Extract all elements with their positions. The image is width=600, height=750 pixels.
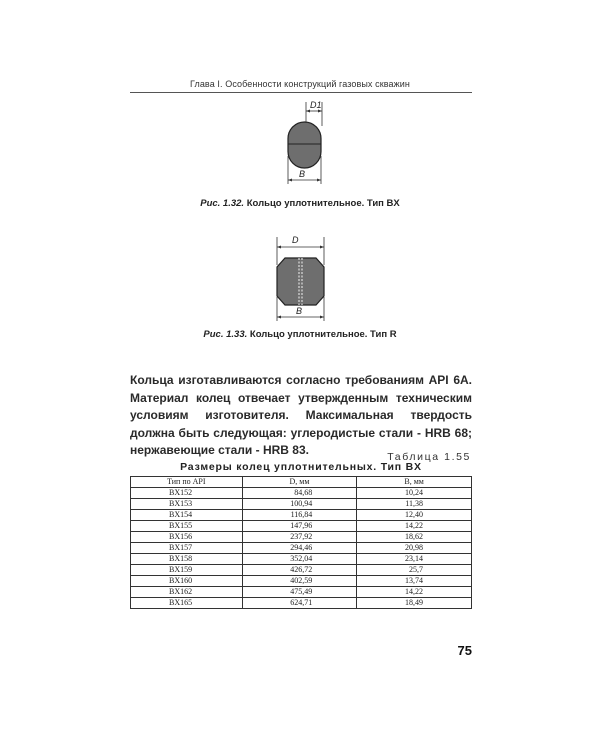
cell-d: 237,92 xyxy=(242,532,357,543)
cell-d: 84,68 xyxy=(242,488,357,499)
figure-ring-bx xyxy=(270,96,340,188)
cell-d: 426,72 xyxy=(242,565,357,576)
ring-r-section xyxy=(277,258,324,305)
figure-caption-1-33 xyxy=(130,329,470,340)
running-head: Глава I. Особенности конструкций газовых скважин xyxy=(190,79,410,89)
cell-b: 25,7 xyxy=(357,565,472,576)
table-row xyxy=(131,565,472,576)
column-header: Тип по API xyxy=(131,477,243,488)
table-row xyxy=(131,576,472,587)
label-b-2: B xyxy=(296,306,303,316)
cell-d: 100,94 xyxy=(242,499,357,510)
cell-b: 18,62 xyxy=(357,532,472,543)
cell-d: 402,59 xyxy=(242,576,357,587)
cell-type: BX156 xyxy=(131,532,243,543)
cell-d: 147,96 xyxy=(242,521,357,532)
ring-bx-section xyxy=(288,122,321,168)
page-number: 75 xyxy=(457,643,472,658)
table-row xyxy=(131,532,472,543)
label-d: D xyxy=(292,235,299,245)
cell-type: BX153 xyxy=(131,499,243,510)
cell-type: BX162 xyxy=(131,587,243,598)
ring-dimensions-table xyxy=(130,476,472,609)
cell-d: 624,71 xyxy=(242,598,357,609)
table-row xyxy=(131,598,472,609)
cell-d: 475,49 xyxy=(242,587,357,598)
label-b-1: B xyxy=(299,169,306,179)
table-row xyxy=(131,488,472,499)
cell-b: 11,38 xyxy=(357,499,472,510)
caption-text: Кольцо уплотнительное. Тип R xyxy=(249,329,397,340)
header-rule xyxy=(130,92,472,93)
cell-type: BX160 xyxy=(131,576,243,587)
table-title: Размеры колец уплотнительных. Тип BX xyxy=(180,461,422,473)
ring-bx-drawing xyxy=(270,96,340,188)
cell-type: BX157 xyxy=(131,543,243,554)
body-paragraph: Кольца изготавливаются согласно требованиям API 6A. Материал колец отвечает утвержденным техническим условиям изготовителя. Максимальная твердость должна быть следующая: углеродистые стали - HRB 68; нержавеющие стали - HRB 83. xyxy=(130,373,472,457)
column-header: D, мм xyxy=(242,477,357,488)
caption-number: Рис. 1.32. xyxy=(200,198,245,209)
cell-type: BX152 xyxy=(131,488,243,499)
caption-number: Рис. 1.33. xyxy=(203,329,248,340)
cell-b: 20,98 xyxy=(357,543,472,554)
table-row xyxy=(131,587,472,598)
cell-type: BX159 xyxy=(131,565,243,576)
cell-d: 352,04 xyxy=(242,554,357,565)
cell-b: 14,22 xyxy=(357,521,472,532)
cell-type: BX165 xyxy=(131,598,243,609)
cell-b: 18,49 xyxy=(357,598,472,609)
table-row xyxy=(131,554,472,565)
cell-type: BX154 xyxy=(131,510,243,521)
figure-caption-1-32 xyxy=(130,198,470,209)
table-row xyxy=(131,499,472,510)
cell-type: BX158 xyxy=(131,554,243,565)
figure-ring-r xyxy=(262,231,342,323)
table-row xyxy=(131,521,472,532)
label-d1: D1 xyxy=(310,100,322,110)
cell-type: BX155 xyxy=(131,521,243,532)
column-header: B, мм xyxy=(357,477,472,488)
table-number: Таблица 1.55 xyxy=(387,451,471,463)
cell-b: 14,22 xyxy=(357,587,472,598)
cell-b: 10,24 xyxy=(357,488,472,499)
cell-b: 12,40 xyxy=(357,510,472,521)
cell-d: 116,84 xyxy=(242,510,357,521)
ring-r-drawing xyxy=(262,231,342,323)
cell-b: 13,74 xyxy=(357,576,472,587)
caption-text: Кольцо уплотнительное. Тип BX xyxy=(246,198,400,209)
table-row xyxy=(131,543,472,554)
table-header-row xyxy=(131,477,472,488)
cell-d: 294,46 xyxy=(242,543,357,554)
cell-b: 23,14 xyxy=(357,554,472,565)
table-row xyxy=(131,510,472,521)
